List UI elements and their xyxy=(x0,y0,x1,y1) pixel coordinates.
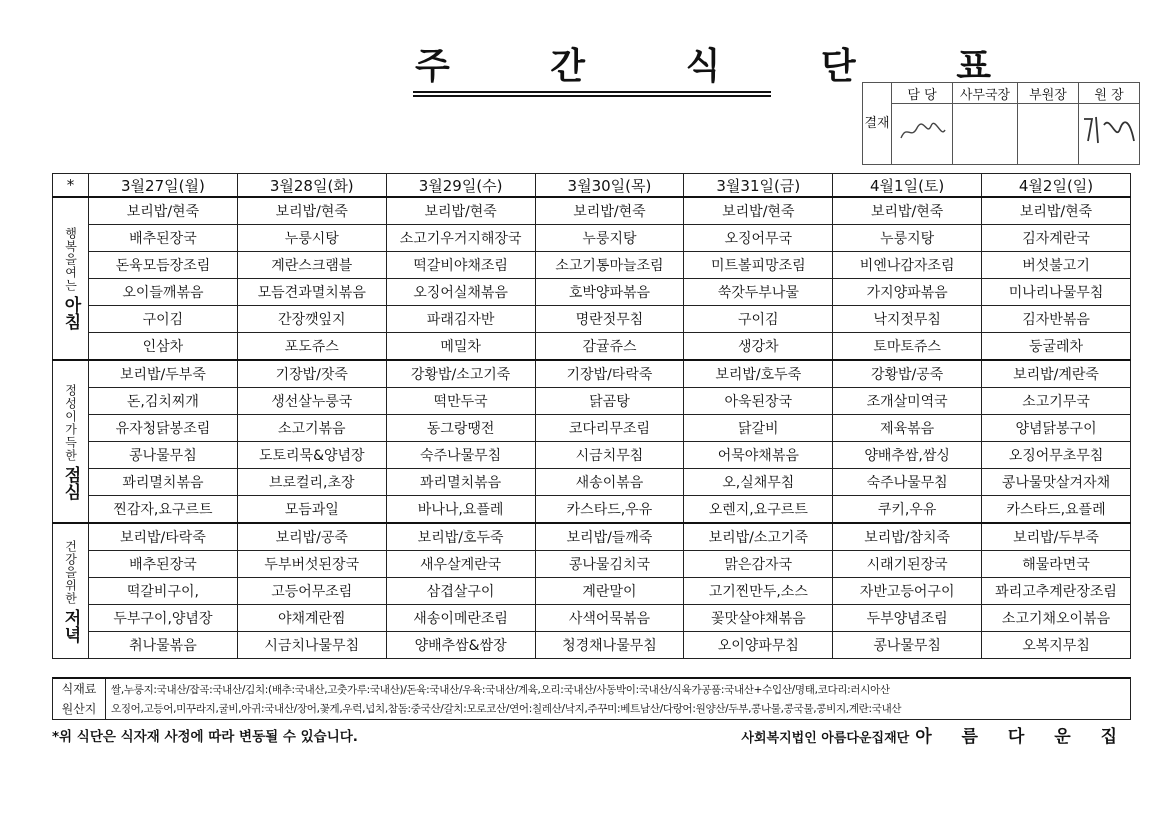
signature-3 xyxy=(1018,104,1079,165)
origin-label-line1: 식재료 xyxy=(61,682,97,696)
menu-cell: 메밀차 xyxy=(386,333,535,361)
meal-subtitle: 행복을여는 xyxy=(63,227,78,292)
title-underline-2 xyxy=(413,95,771,97)
menu-cell: 기장밥/타락죽 xyxy=(535,360,684,388)
title-underline xyxy=(413,91,771,93)
menu-cell: 미트볼피망조림 xyxy=(684,252,833,279)
menu-cell: 취나물볶음 xyxy=(89,632,238,659)
menu-cell: 소고기무국 xyxy=(982,388,1131,415)
menu-cell: 맑은감자국 xyxy=(684,551,833,578)
menu-cell: 콩나물무침 xyxy=(89,442,238,469)
menu-cell: 브로컬리,초장 xyxy=(237,469,386,496)
menu-cell: 보리밥/현죽 xyxy=(833,197,982,225)
menu-cell: 보리밥/계란죽 xyxy=(982,360,1131,388)
menu-cell: 비엔나감자조림 xyxy=(833,252,982,279)
menu-cell: 보리밥/두부죽 xyxy=(89,360,238,388)
menu-cell: 시래기된장국 xyxy=(833,551,982,578)
menu-cell: 어묵야채볶음 xyxy=(684,442,833,469)
menu-cell: 바나나,요플레 xyxy=(386,496,535,524)
menu-cell: 가지양파볶음 xyxy=(833,279,982,306)
menu-cell: 배추된장국 xyxy=(89,551,238,578)
menu-cell: 보리밥/참치죽 xyxy=(833,523,982,551)
menu-cell: 보리밥/호두죽 xyxy=(386,523,535,551)
menu-row xyxy=(53,388,1131,415)
menu-cell: 모듬견과멸치볶음 xyxy=(237,279,386,306)
signature-scribble-4 xyxy=(1080,111,1138,151)
menu-cell: 강황밥/공죽 xyxy=(833,360,982,388)
menu-cell: 모듬과일 xyxy=(237,496,386,524)
approval-header-1: 담 당 xyxy=(892,83,953,104)
organization-prefix: 사회복지법인 아름다운집재단 xyxy=(741,731,910,746)
menu-row xyxy=(53,523,1131,551)
menu-cell: 삼겹살구이 xyxy=(386,578,535,605)
menu-cell: 떡만두국 xyxy=(386,388,535,415)
menu-cell: 생강차 xyxy=(684,333,833,361)
approval-header-4: 원 장 xyxy=(1079,83,1140,104)
menu-cell: 콩나물맛살겨자채 xyxy=(982,469,1131,496)
menu-cell: 시금치나물무침 xyxy=(237,632,386,659)
corner-cell: * xyxy=(53,174,89,198)
menu-cell: 구이김 xyxy=(684,306,833,333)
menu-row xyxy=(53,415,1131,442)
menu-row xyxy=(53,469,1131,496)
menu-cell: 유자청닭봉조림 xyxy=(89,415,238,442)
menu-cell: 양배추쌈&쌈장 xyxy=(386,632,535,659)
menu-cell: 콩나물무침 xyxy=(833,632,982,659)
origin-box xyxy=(52,677,1131,720)
origin-label xyxy=(53,679,106,719)
menu-cell: 오렌지,요구르트 xyxy=(684,496,833,524)
approval-label: 결재 xyxy=(863,83,892,165)
menu-cell: 고등어무조림 xyxy=(237,578,386,605)
menu-row xyxy=(53,333,1131,361)
menu-cell: 누룽지탕 xyxy=(535,225,684,252)
meal-name: 아침 xyxy=(60,296,81,330)
menu-cell: 미나리나물무침 xyxy=(982,279,1131,306)
menu-cell: 소고기통마늘조림 xyxy=(535,252,684,279)
menu-cell: 보리밥/두부죽 xyxy=(982,523,1131,551)
menu-cell: 소고기채오이볶음 xyxy=(982,605,1131,632)
menu-cell: 보리밥/공죽 xyxy=(237,523,386,551)
menu-cell: 돈육모듬장조림 xyxy=(89,252,238,279)
menu-cell: 보리밥/현죽 xyxy=(89,197,238,225)
approval-box xyxy=(862,82,1140,165)
organization-name: 아 름 다 운 집 xyxy=(915,727,1129,747)
menu-row xyxy=(53,551,1131,578)
menu-cell: 코다리무조림 xyxy=(535,415,684,442)
menu-row xyxy=(53,360,1131,388)
menu-cell: 보리밥/호두죽 xyxy=(684,360,833,388)
origin-label-line2: 원산지 xyxy=(61,702,97,716)
menu-cell: 보리밥/현죽 xyxy=(535,197,684,225)
menu-row xyxy=(53,279,1131,306)
menu-cell: 도토리묵&양념장 xyxy=(237,442,386,469)
origin-text xyxy=(111,681,1126,719)
menu-cell: 양념닭봉구이 xyxy=(982,415,1131,442)
menu-row xyxy=(53,605,1131,632)
menu-cell: 찐감자,요구르트 xyxy=(89,496,238,524)
menu-cell: 아욱된장국 xyxy=(684,388,833,415)
menu-cell: 보리밥/소고기죽 xyxy=(684,523,833,551)
menu-row xyxy=(53,197,1131,225)
meal-label xyxy=(53,523,89,659)
menu-cell: 제육볶음 xyxy=(833,415,982,442)
menu-cell: 동그랑땡전 xyxy=(386,415,535,442)
day-header: 3월27일(월) xyxy=(89,174,238,198)
menu-cell: 떡갈비구이, xyxy=(89,578,238,605)
day-header-row xyxy=(53,174,1131,198)
menu-cell: 두부버섯된장국 xyxy=(237,551,386,578)
menu-cell: 소고기볶음 xyxy=(237,415,386,442)
day-header: 3월31일(금) xyxy=(684,174,833,198)
signature-4 xyxy=(1079,104,1140,165)
menu-cell: 카스타드,요플레 xyxy=(982,496,1131,524)
approval-header-3: 부원장 xyxy=(1018,83,1079,104)
menu-cell: 강황밥/소고기죽 xyxy=(386,360,535,388)
menu-cell: 오징어실채볶음 xyxy=(386,279,535,306)
menu-cell: 보리밥/타락죽 xyxy=(89,523,238,551)
menu-cell: 누룽시탕 xyxy=(237,225,386,252)
menu-change-note: *위 식단은 식자재 사정에 따라 변동될 수 있습니다. xyxy=(52,729,358,745)
day-header: 3월28일(화) xyxy=(237,174,386,198)
menu-cell: 오이들깨볶음 xyxy=(89,279,238,306)
menu-cell: 김자계란국 xyxy=(982,225,1131,252)
menu-cell: 누룽지탕 xyxy=(833,225,982,252)
approval-header-2: 사무국장 xyxy=(953,83,1018,104)
menu-cell: 양배추쌈,쌈싱 xyxy=(833,442,982,469)
menu-row xyxy=(53,496,1131,524)
meal-name: 점심 xyxy=(60,465,81,500)
menu-cell: 꽈리멸치볶음 xyxy=(386,469,535,496)
menu-cell: 보리밥/현죽 xyxy=(684,197,833,225)
menu-cell: 생선살누룽국 xyxy=(237,388,386,415)
menu-cell: 오,실채무침 xyxy=(684,469,833,496)
origin-line-2: 오징어,고등어,미꾸라지,굴비,아귀:국내산/장어,꽃게,우럭,넙치,참돔:중국산/갈치:모로코산/연어:칠레산/낙지,주꾸미:베트남산/다랑어:원양산/두부,콩나물,콩국물,콩비지,계란:국내산 xyxy=(111,703,902,715)
menu-cell: 콩나물김치국 xyxy=(535,551,684,578)
menu-cell: 오이양파무침 xyxy=(684,632,833,659)
meal-subtitle: 정성이가득한 xyxy=(63,383,78,462)
day-header: 3월30일(목) xyxy=(535,174,684,198)
day-header: 4월1일(토) xyxy=(833,174,982,198)
menu-cell: 계란스크램블 xyxy=(237,252,386,279)
day-header: 4월2일(일) xyxy=(982,174,1131,198)
menu-cell: 토마토쥬스 xyxy=(833,333,982,361)
menu-cell: 숙주나물무침 xyxy=(833,469,982,496)
menu-cell: 새우살계란국 xyxy=(386,551,535,578)
page-title: 주 간 식 단 표 xyxy=(415,46,1036,87)
menu-cell: 카스타드,우유 xyxy=(535,496,684,524)
menu-row xyxy=(53,442,1131,469)
menu-row xyxy=(53,632,1131,659)
menu-cell: 새송이볶음 xyxy=(535,469,684,496)
menu-cell: 보리밥/현죽 xyxy=(982,197,1131,225)
menu-cell: 떡갈비야채조림 xyxy=(386,252,535,279)
menu-cell: 둥굴레차 xyxy=(982,333,1131,361)
menu-cell: 닭갈비 xyxy=(684,415,833,442)
menu-cell: 쿠키,우유 xyxy=(833,496,982,524)
menu-cell: 감귤쥬스 xyxy=(535,333,684,361)
menu-cell: 기장밥/잣죽 xyxy=(237,360,386,388)
menu-cell: 오징어무초무침 xyxy=(982,442,1131,469)
menu-cell: 숙주나물무침 xyxy=(386,442,535,469)
signature-2 xyxy=(953,104,1018,165)
organization xyxy=(741,722,1129,747)
menu-cell: 두부구이,양념장 xyxy=(89,605,238,632)
menu-cell: 꽃맛살야채볶음 xyxy=(684,605,833,632)
menu-row xyxy=(53,306,1131,333)
menu-cell: 오징어무국 xyxy=(684,225,833,252)
menu-cell: 김자반볶음 xyxy=(982,306,1131,333)
menu-cell: 꽈리고추계란장조림 xyxy=(982,578,1131,605)
menu-cell: 고기찐만두,소스 xyxy=(684,578,833,605)
menu-cell: 돈,김치찌개 xyxy=(89,388,238,415)
menu-cell: 시금치무침 xyxy=(535,442,684,469)
menu-cell: 인삼차 xyxy=(89,333,238,361)
menu-cell: 보리밥/현죽 xyxy=(386,197,535,225)
menu-cell: 새송이메란조림 xyxy=(386,605,535,632)
origin-line-1: 쌀,누룽지:국내산/잡곡:국내산/김치:(배추:국내산,고춧가루:국내산)/돈육:국내산/우육:국내산/계육,오리:국내산/사동박이:국내산/식육가공품:국내산+수입산/명태,코다리:러시아산 xyxy=(111,684,890,696)
menu-table xyxy=(52,173,1131,659)
menu-cell: 야채계란찜 xyxy=(237,605,386,632)
menu-cell: 버섯불고기 xyxy=(982,252,1131,279)
menu-cell: 두부양념조림 xyxy=(833,605,982,632)
meal-name: 저녁 xyxy=(60,608,81,643)
menu-cell: 쑥갓두부나물 xyxy=(684,279,833,306)
signature-1 xyxy=(892,104,953,165)
meal-subtitle: 건강을위한 xyxy=(63,539,78,605)
menu-cell: 보리밥/현죽 xyxy=(237,197,386,225)
menu-cell: 파래김자반 xyxy=(386,306,535,333)
menu-cell: 낙지젓무침 xyxy=(833,306,982,333)
menu-cell: 닭곰탕 xyxy=(535,388,684,415)
menu-cell: 계란말이 xyxy=(535,578,684,605)
menu-cell: 오복지무침 xyxy=(982,632,1131,659)
signature-scribble-1 xyxy=(897,116,947,146)
menu-cell: 포도쥬스 xyxy=(237,333,386,361)
menu-cell: 소고기우거지해장국 xyxy=(386,225,535,252)
menu-row xyxy=(53,252,1131,279)
menu-row xyxy=(53,225,1131,252)
menu-cell: 구이김 xyxy=(89,306,238,333)
menu-cell: 꽈리멸치볶음 xyxy=(89,469,238,496)
menu-cell: 명란젓무침 xyxy=(535,306,684,333)
menu-cell: 배추된장국 xyxy=(89,225,238,252)
menu-cell: 청경채나물무침 xyxy=(535,632,684,659)
meal-label xyxy=(53,197,89,360)
menu-cell: 간장깻잎지 xyxy=(237,306,386,333)
menu-cell: 자반고등어구이 xyxy=(833,578,982,605)
menu-row xyxy=(53,578,1131,605)
menu-cell: 호박양파볶음 xyxy=(535,279,684,306)
menu-cell: 해물라면국 xyxy=(982,551,1131,578)
day-header: 3월29일(수) xyxy=(386,174,535,198)
menu-cell: 보리밥/들깨죽 xyxy=(535,523,684,551)
meal-label xyxy=(53,360,89,523)
menu-cell: 조개살미역국 xyxy=(833,388,982,415)
menu-cell: 사색어묵볶음 xyxy=(535,605,684,632)
